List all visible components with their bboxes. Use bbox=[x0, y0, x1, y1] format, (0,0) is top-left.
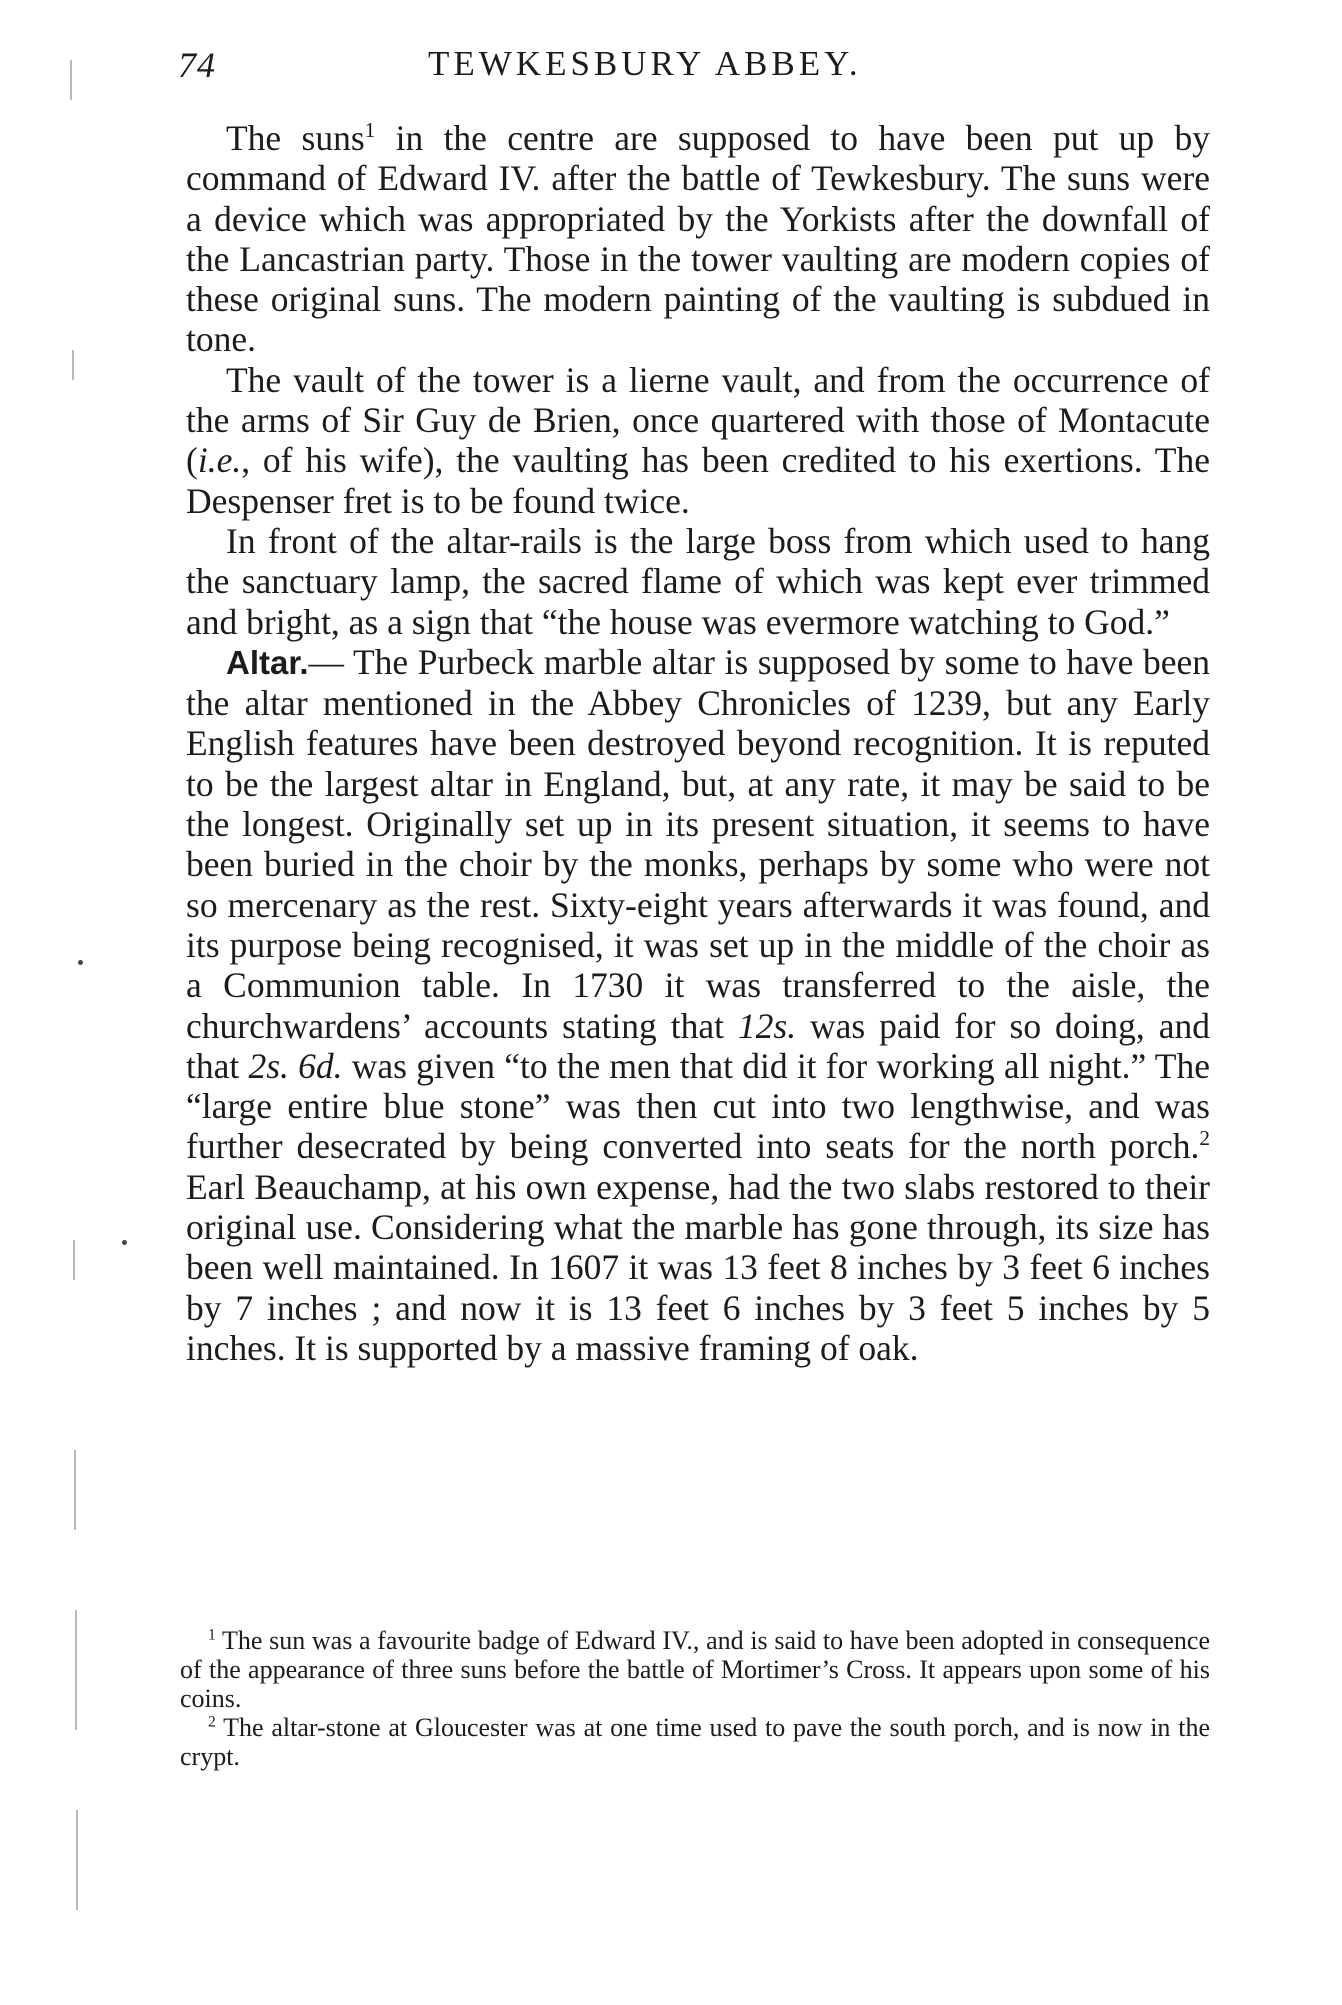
gutter-tick bbox=[70, 60, 72, 100]
paragraph-boss: In front of the altar-rails is the large boss from which used to hang the sanctuary lamp, the sacred flame of which was kept ever trimmed and bright, as a sign that “the house was evermore watching to God.” bbox=[186, 520, 1210, 642]
page-header bbox=[178, 44, 1210, 88]
gutter-tick bbox=[75, 1610, 77, 1730]
page-number: 74 bbox=[178, 45, 216, 85]
text-run: was given “to the men that did it for working all night.” The “large entire blue stone” was then cut into two lengthwise, and was further desecrated by being converted into seats for the north porch. bbox=[186, 1045, 1211, 1167]
text-run: was paid for so doing, and that bbox=[186, 1005, 1210, 1086]
paragraph-altar bbox=[186, 642, 1210, 1368]
footnote-text: The sun was a favourite badge of Edward IV., and is said to have been adopted in consequence of the appearance of three suns before the battle of Mortimer’s Cross. It appears upon some of his coins. bbox=[180, 1626, 1210, 1713]
text-run: Earl Beauchamp, at his own expense, had the two slabs restored to their original use. Considering what the marble has gone through, its size has been well maintained. In 1607 it was 13 feet 8 inches by 3 feet 6 inches by 7 inches ; and now it is 13 feet 6 inches by 3 feet 5 inches by 5 inches. It is supported by a massive framing of oak. bbox=[186, 1166, 1210, 1368]
gutter-marks bbox=[30, 50, 120, 1910]
gutter-dot bbox=[122, 1240, 127, 1245]
footnote-1 bbox=[180, 1626, 1210, 1713]
italic-amount: 12s. bbox=[737, 1005, 797, 1046]
footnote-mark: 2 bbox=[208, 1713, 216, 1731]
italic-abbreviation: i.e. bbox=[197, 440, 242, 481]
text-run: The suns bbox=[226, 118, 365, 158]
text-run: The vault of the tower is a lierne vault, and from the occurrence of the arms of Sir Guy de Brien, once quartered with those of Montacute ( bbox=[186, 359, 1210, 481]
gutter-tick bbox=[73, 1240, 75, 1280]
text-run: — The Purbeck marble altar is supposed by some to have been the altar mentioned in the Abbey Chronicles of 1239, but any Early English features have been destroyed beyond recognition. It is reputed to be the largest altar in England, but, at any rate, it may be said to be the longest. Originally set up in its present situation, it seems to have been buried in the choir by the monks, perhaps by some who were not so mercenary as the rest. Sixty-eight years afterwards it was found, and its purpose being recognised, it was set up in the middle of the choir as a Communion table. In 1730 it was transferred to the aisle, the churchwardens’ accounts stating that bbox=[186, 641, 1210, 1046]
paragraph-suns bbox=[186, 118, 1210, 360]
section-heading-altar: Altar. bbox=[226, 643, 309, 681]
footnote-ref-2: 2 bbox=[1199, 1126, 1210, 1151]
gutter-dot bbox=[78, 960, 83, 965]
running-head: TEWKESBURY ABBEY. bbox=[428, 44, 862, 83]
footnote-2 bbox=[180, 1713, 1210, 1771]
text-run: , of his wife), the vaulting has been credited to his exertions. The Despenser fret is to be found twice. bbox=[186, 440, 1210, 521]
paragraph-vault bbox=[186, 360, 1210, 521]
footnote-text: The altar-stone at Gloucester was at one time used to pave the south porch, and is now in the crypt. bbox=[180, 1713, 1210, 1771]
gutter-tick bbox=[72, 350, 74, 380]
text-run: in the centre are supposed to have been put up by command of Edward IV. after the battle of Tewkesbury. The suns were a device which was appropriated by the Yorkists after the downfall of the Lancastrian party. Those in the tower vaulting are modern copies of these original suns. The modern painting of the vaulting is subdued in tone. bbox=[186, 118, 1210, 360]
footnote-ref-1: 1 bbox=[364, 118, 376, 143]
gutter-tick bbox=[74, 1450, 76, 1530]
footnotes bbox=[180, 1626, 1210, 1771]
body-text bbox=[186, 118, 1210, 1368]
italic-amount: 2s. 6d. bbox=[248, 1045, 343, 1086]
gutter-tick bbox=[76, 1810, 78, 1910]
footnote-mark: 1 bbox=[208, 1626, 216, 1644]
